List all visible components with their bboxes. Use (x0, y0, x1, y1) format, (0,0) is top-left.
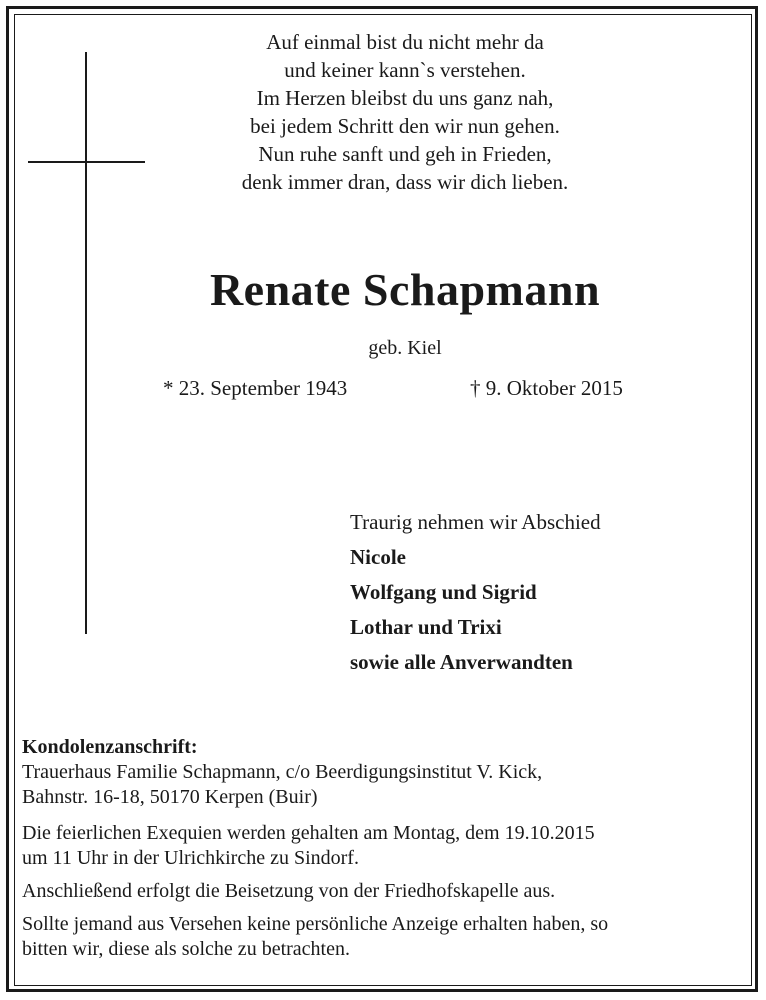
poem-line: Nun ruhe sanft und geh in Frieden, (258, 142, 552, 166)
poem-line: Auf einmal bist du nicht mehr da (266, 30, 544, 54)
closing-notice-line: Sollte jemand aus Versehen keine persönliche Anzeige erhalten haben, so (22, 913, 609, 935)
mourners-block (350, 505, 601, 680)
poem-line: und keiner kann`s verstehen. (284, 58, 526, 82)
mourner-name: Nicole (350, 545, 406, 569)
mourner-name: sowie alle Anverwandten (350, 650, 573, 674)
poem-line: bei jedem Schritt den wir nun gehen. (250, 114, 560, 138)
birth-date: * 23. September 1943 (163, 376, 348, 400)
death-date: † 9. Oktober 2015 (470, 376, 623, 400)
mourners-intro: Traurig nehmen wir Abschied (350, 510, 601, 534)
condolence-label: Kondolenzanschrift: (22, 736, 198, 758)
funeral-notice-line: um 11 Uhr in der Ulrichkirche zu Sindorf. (22, 847, 359, 869)
deceased-name: Renate Schapmann (209, 264, 601, 315)
poem-line: denk immer dran, dass wir dich lieben. (241, 170, 569, 194)
cross-icon-horizontal (28, 161, 145, 163)
cross-icon-vertical (85, 52, 87, 634)
closing-notice-line: bitten wir, diese als solche zu betrachten. (22, 938, 350, 960)
poem-line: Im Herzen bleibst du uns ganz nah, (256, 86, 554, 110)
poem (150, 28, 660, 196)
born-name: geb. Kiel (368, 337, 442, 359)
condolence-address-line: Trauerhaus Familie Schapmann, c/o Beerdigungsinstitut V. Kick, (22, 761, 543, 783)
info-block (22, 735, 742, 962)
mourner-name: Lothar und Trixi (350, 615, 502, 639)
funeral-notice-line: Die feierlichen Exequien werden gehalten am Montag, dem 19.10.2015 (22, 822, 595, 844)
mourner-name: Wolfgang und Sigrid (350, 580, 537, 604)
condolence-address-line: Bahnstr. 16-18, 50170 Kerpen (Buir) (22, 786, 318, 808)
burial-notice-line: Anschließend erfolgt die Beisetzung von der Friedhofskapelle aus. (22, 880, 556, 902)
